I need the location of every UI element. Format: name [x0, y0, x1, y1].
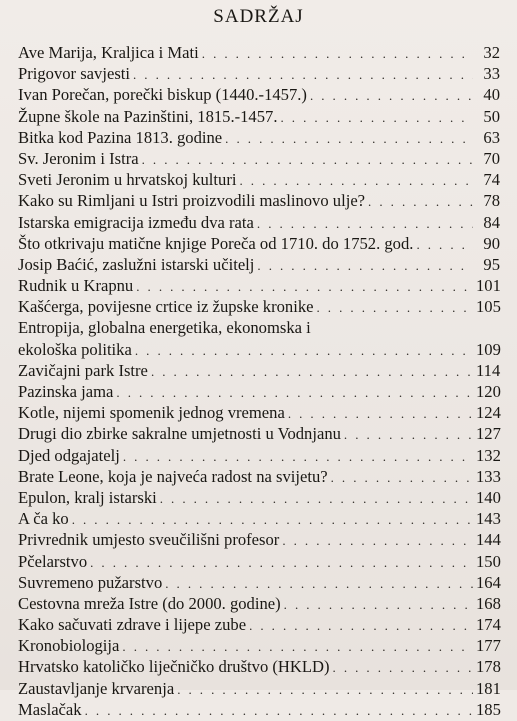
- toc-entry: [18, 296, 500, 317]
- dot-leader: [257, 213, 473, 234]
- toc-entry: [18, 84, 500, 105]
- dot-leader: [282, 530, 473, 551]
- toc-entry-page-number: 168: [476, 593, 501, 613]
- toc-entry-page-number: 133: [476, 466, 501, 486]
- dot-leader: [142, 149, 473, 170]
- toc-entry-page-number: 185: [476, 699, 501, 719]
- page-title: SADRŽAJ: [213, 6, 304, 27]
- toc-entry: [18, 42, 500, 63]
- toc-entry-title: Josip Baćić, zaslužni istarski učitelj: [18, 254, 255, 274]
- dot-leader: [151, 361, 473, 382]
- toc-entry-page-number: 174: [476, 615, 501, 635]
- dot-leader: [165, 573, 473, 594]
- toc-entry-page-number: 105: [476, 297, 501, 317]
- toc-entry: [18, 169, 500, 190]
- toc-entry-page-number: 150: [476, 551, 501, 571]
- toc-entry-page-number: 70: [483, 148, 500, 168]
- dot-leader: [122, 636, 473, 657]
- toc-entry-title: Što otkrivaju matične knjige Poreča od 1710. do 1752. god.: [18, 233, 414, 253]
- toc-entry-title: Prigovor savjesti: [18, 64, 130, 84]
- toc-entry-title: Epulon, kralj istarski: [18, 487, 157, 507]
- toc-entry-page-number: 33: [483, 64, 500, 84]
- dot-leader: [331, 467, 473, 488]
- toc-entry-title: Župne škole na Pazinštini, 1815.-1457.: [18, 106, 278, 126]
- toc-entry-title: Ave Marija, Kraljica i Mati: [18, 43, 199, 62]
- toc-entry-page-number: 177: [476, 636, 501, 656]
- toc-entry: [18, 614, 500, 635]
- dot-leader: [72, 509, 473, 530]
- dot-leader: [177, 679, 473, 700]
- toc-entry: [18, 445, 500, 466]
- toc-entry: [18, 317, 500, 359]
- toc-entry: [18, 593, 500, 614]
- toc-entry-title: A ča ko: [18, 509, 69, 529]
- toc-entry: [18, 275, 500, 296]
- toc-entry-title: Kotle, nijemi spomenik jednog vremena: [18, 403, 285, 423]
- toc-entry-page-number: 63: [483, 127, 500, 147]
- toc-entry-page-number: 84: [483, 212, 500, 232]
- toc-entry-page-number: 181: [476, 678, 501, 698]
- toc-entry-title: Sv. Jeronim i Istra: [18, 148, 139, 168]
- dot-leader: [202, 43, 473, 64]
- dot-leader: [249, 615, 473, 636]
- toc-entry-title: Kronobiologija: [18, 636, 120, 656]
- toc-entry-title: Hrvatsko katoličko liječničko društvo (HKLD): [18, 657, 330, 677]
- table-of-contents: [18, 42, 500, 720]
- dot-leader: [317, 297, 474, 318]
- dot-leader: [85, 700, 473, 721]
- toc-entry-title: Bitka kod Pazina 1813. godine: [18, 127, 223, 147]
- toc-entry: [18, 572, 500, 593]
- dot-leader: [416, 234, 473, 255]
- toc-entry: [18, 254, 500, 275]
- dot-leader: [160, 488, 473, 509]
- toc-entry-title: Kašćerga, povijesne crtice iz župske kronike: [18, 297, 314, 317]
- toc-entry-title: Pazinska jama: [18, 382, 114, 402]
- dot-leader: [133, 64, 473, 85]
- toc-entry-page-number: 164: [476, 572, 501, 592]
- toc-entry-page-number: 101: [476, 276, 501, 296]
- dot-leader: [239, 170, 473, 191]
- toc-entry-title: Ivan Porečan, porečki biskup (1440.-1457.): [18, 85, 307, 105]
- toc-entry-page-number: 178: [476, 657, 501, 677]
- dot-leader: [368, 191, 473, 212]
- toc-entry-title: Rudnik u Krapnu: [18, 276, 134, 296]
- toc-entry-page-number: 78: [483, 191, 500, 211]
- toc-entry-page-number: 114: [476, 360, 501, 380]
- dot-leader: [123, 446, 473, 467]
- toc-entry-title: Cestovna mreža Istre (do 2000. godine): [18, 593, 281, 613]
- toc-entry: [18, 551, 500, 572]
- dot-leader: [225, 128, 473, 149]
- toc-entry-title-continued: ekološka politika: [18, 339, 132, 359]
- toc-entry-page-number: 132: [476, 445, 501, 465]
- toc-entry: [18, 127, 500, 148]
- toc-entry-title: Pčelarstvo: [18, 551, 88, 571]
- toc-entry: [18, 529, 500, 550]
- toc-entry: [18, 508, 500, 529]
- toc-entry: [18, 148, 500, 169]
- toc-entry-title: Suvremeno pužarstvo: [18, 572, 163, 592]
- toc-entry-title: Entropija, globalna energetika, ekonomska i: [18, 318, 311, 338]
- toc-entry-title: Privrednik umjesto sveučilišni profesor: [18, 530, 280, 550]
- dot-leader: [344, 424, 473, 445]
- toc-entry-page-number: 120: [476, 382, 501, 402]
- toc-entry: [18, 190, 500, 211]
- toc-entry-page-number: 143: [476, 509, 501, 529]
- toc-entry-page-number: 90: [483, 233, 500, 253]
- toc-entry: [18, 360, 500, 381]
- toc-entry-page-number: 95: [483, 254, 500, 274]
- toc-entry-title: Brate Leone, koja je najveća radost na svijetu?: [18, 466, 328, 486]
- toc-entry: [18, 423, 500, 444]
- toc-entry-title: Kako sačuvati zdrave i lijepe zube: [18, 615, 247, 635]
- toc-entry-page-number: 50: [483, 106, 500, 126]
- toc-entry-page-number: 32: [483, 43, 500, 62]
- toc-entry-title: Djed odgajatelj: [18, 445, 120, 465]
- toc-entry-page-number: 74: [483, 170, 500, 190]
- toc-entry: [18, 635, 500, 656]
- toc-entry: [18, 212, 500, 233]
- dot-leader: [284, 594, 473, 615]
- toc-entry: [18, 656, 500, 677]
- dot-leader: [136, 276, 473, 297]
- toc-entry-title: Drugi dio zbirke sakralne umjetnosti u Vodnjanu: [18, 424, 341, 444]
- toc-entry: [18, 381, 500, 402]
- toc-entry-page-number: 109: [476, 339, 501, 359]
- dot-leader: [310, 85, 473, 106]
- dot-leader: [288, 403, 473, 424]
- dot-leader: [280, 107, 473, 128]
- toc-entry-title: Istarska emigracija između dva rata: [18, 212, 254, 232]
- toc-entry-title: Zavičajni park Istre: [18, 360, 148, 380]
- toc-entry: [18, 233, 500, 254]
- toc-entry-title: Kako su Rimljani u Istri proizvodili maslinovo ulje?: [18, 191, 366, 211]
- toc-entry-title: Maslačak: [18, 699, 82, 719]
- dot-leader: [90, 552, 473, 573]
- toc-entry: [18, 63, 500, 84]
- toc-entry-page-number: 40: [483, 85, 500, 105]
- toc-entry: [18, 402, 500, 423]
- toc-entry-page-number: 124: [476, 403, 501, 423]
- toc-entry-page-number: 140: [476, 487, 501, 507]
- toc-entry-page-number: 127: [476, 424, 501, 444]
- toc-entry: [18, 699, 500, 720]
- toc-entry-page-number: 144: [476, 530, 501, 550]
- dot-leader: [116, 382, 473, 403]
- toc-entry: [18, 678, 500, 699]
- dot-leader: [135, 340, 473, 361]
- dot-leader: [257, 255, 473, 276]
- dot-leader: [333, 657, 473, 678]
- toc-entry-title: Zaustavljanje krvarenja: [18, 678, 175, 698]
- toc-entry-title: Sveti Jeronim u hrvatskoj kulturi: [18, 170, 237, 190]
- toc-entry: [18, 466, 500, 487]
- toc-entry: [18, 106, 500, 127]
- toc-entry: [18, 487, 500, 508]
